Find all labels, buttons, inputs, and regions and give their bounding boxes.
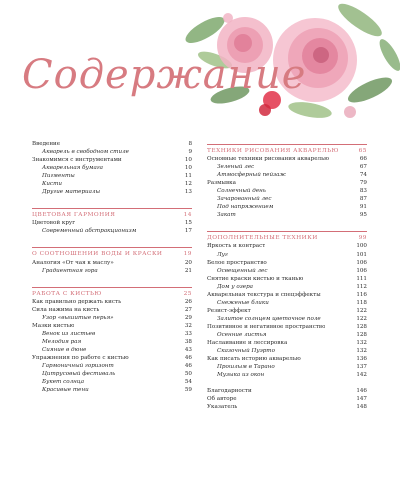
section-divider: [32, 208, 192, 209]
toc-entry-title: Об авторе: [207, 396, 237, 403]
toc-entry-title: Солнечный день: [217, 188, 266, 195]
toc-page-number: 50: [184, 371, 192, 378]
section-divider: [207, 231, 367, 232]
toc-subentry: [207, 163, 367, 171]
toc-subentry: [207, 371, 367, 379]
toc-page-number: 10: [184, 165, 192, 172]
toc-page-number: 32: [184, 322, 192, 329]
toc-entry-title: Музыка из окон: [217, 372, 265, 379]
toc-entry-title: Закат: [217, 212, 236, 219]
toc-page-number: 17: [184, 228, 192, 235]
toc-subentry: [32, 370, 192, 378]
toc-page-number: 101: [356, 251, 367, 258]
toc-entry-title: Акварельная текстура и спецэффекты: [207, 291, 321, 298]
toc-subentry: [207, 187, 367, 195]
toc-entry-title: Осенние листья: [217, 331, 267, 338]
toc-entry-title: Сказочный Пуэрто: [217, 348, 275, 355]
toc-page-number: 21: [184, 267, 192, 274]
toc-page-number: 79: [359, 180, 367, 187]
toc-right-column: [207, 140, 367, 411]
toc-gap: [207, 379, 367, 387]
toc-page-number: 106: [356, 259, 367, 266]
toc-entry-title: Акварельная бумага: [42, 165, 103, 172]
toc-entry-title: Мазки кистью: [32, 322, 75, 329]
toc-entry-title: Прошлым в Тарано: [217, 364, 275, 371]
toc-subentry: [207, 299, 367, 307]
toc-entry-title: ЦВЕТОВАЯ ГАРМОНИЯ: [32, 212, 116, 219]
toc-subentry: [207, 203, 367, 211]
toc-entry: [207, 355, 367, 363]
toc-entry: [207, 275, 367, 283]
toc-page-number: 111: [356, 275, 367, 282]
toc-page-number: 106: [356, 267, 367, 274]
toc-page-number: 46: [184, 363, 192, 370]
toc-page-number: 8: [188, 141, 192, 147]
toc-section-heading: [207, 234, 367, 242]
toc-gap: [32, 235, 192, 243]
toc-entry-title: Указатель: [207, 404, 238, 411]
toc-entry: [32, 322, 192, 330]
section-divider: [32, 247, 192, 248]
toc-subentry: [32, 338, 192, 346]
toc-subentry: [32, 386, 192, 394]
toc-page-number: 10: [184, 157, 192, 164]
toc-entry-title: Как правильно держать кисть: [32, 298, 122, 305]
toc-entry: [207, 387, 367, 395]
toc-page-number: 91: [359, 204, 367, 211]
toc-page-number: 100: [356, 243, 367, 250]
toc-entry-title: Под напряжением: [217, 204, 274, 211]
toc-entry-title: Позитивное и негативное пространство: [207, 323, 326, 330]
toc-entry-title: Цитрусовый фестиваль: [42, 371, 116, 378]
toc-page-number: 99: [358, 235, 367, 242]
toc-page-number: 13: [184, 189, 192, 196]
toc-page-number: 65: [358, 148, 367, 154]
toc-subentry: [32, 314, 192, 322]
toc-page-number: 136: [356, 356, 367, 363]
toc-section-heading: [32, 250, 192, 258]
toc-entry-title: Современный абстракционизм: [42, 228, 137, 235]
section-divider: [207, 144, 367, 145]
toc-entry-title: Освещенный лес: [217, 267, 268, 274]
toc-page-number: 112: [356, 283, 367, 290]
toc-subentry: [32, 164, 192, 172]
toc-entry: [207, 403, 367, 411]
toc-gap: [32, 196, 192, 204]
toc-page-number: 142: [356, 372, 367, 379]
toc-entry-title: Снятие краски кистью и тканью: [207, 275, 304, 282]
toc-page-number: 27: [184, 306, 192, 313]
page-title: Содержание: [22, 52, 307, 98]
toc-page-number: 128: [356, 331, 367, 338]
toc-entry-title: ДОПОЛНИТЕЛЬНЫЕ ТЕХНИКИ: [207, 235, 318, 242]
toc-entry-title: Венок из листьев: [42, 330, 96, 337]
toc-entry-title: О СООТНОШЕНИИ ВОДЫ И КРАСКИ: [32, 251, 163, 258]
toc-entry: [32, 298, 192, 306]
toc-subentry: [32, 330, 192, 338]
toc-subentry: [207, 331, 367, 339]
toc-entry: [32, 219, 192, 227]
toc-page-number: 43: [184, 346, 192, 353]
toc-subentry: [32, 180, 192, 188]
toc-page-number: 147: [356, 396, 367, 403]
toc-entry-title: Зачарованный лес: [217, 196, 272, 203]
toc-entry-title: Пигменты: [42, 173, 75, 180]
toc-entry-title: Резист-эффект: [207, 307, 251, 314]
toc-entry-title: Яркость и контраст: [207, 243, 266, 250]
toc-page-number: 9: [188, 149, 192, 156]
toc-page-number: 83: [359, 188, 367, 195]
toc-subentry: [207, 283, 367, 291]
toc-page-number: 128: [356, 323, 367, 330]
toc-subentry: [207, 211, 367, 219]
toc-subentry: [207, 251, 367, 259]
toc-entry-title: Белое пространство: [207, 259, 267, 266]
toc-entry-title: РАБОТА С КИСТЬЮ: [32, 290, 102, 297]
toc-page-number: 33: [184, 330, 192, 337]
toc-page-number: 116: [356, 291, 367, 298]
toc-entry-title: Основные техники рисования акварелью: [207, 156, 329, 163]
toc-page-number: 15: [184, 220, 192, 227]
toc-subentry: [207, 347, 367, 355]
toc-page-number: 148: [356, 404, 367, 411]
toc-gap: [207, 219, 367, 227]
toc-entry: [207, 242, 367, 250]
toc-subentry: [207, 171, 367, 179]
toc-entry-title: Снеженые блики: [217, 299, 269, 306]
toc-entry-title: Красивые тени: [42, 387, 89, 394]
toc-subentry: [207, 315, 367, 323]
toc-entry-title: ТЕХНИКИ РИСОВАНИЯ АКВАРЕЛЬЮ: [207, 148, 339, 154]
toc-page-number: 54: [184, 379, 192, 386]
toc-section-heading: [32, 211, 192, 219]
toc-entry: [207, 259, 367, 267]
toc-entry-title: Дом у озера: [217, 283, 253, 290]
toc-section-heading: [32, 290, 192, 298]
toc-entry-title: Атмосферный пейзаж: [217, 172, 286, 179]
toc-left-column: [32, 140, 192, 394]
toc-entry-title: Узор «вышитые перья»: [42, 314, 114, 321]
toc-subentry: [207, 195, 367, 203]
toc-page-number: 19: [183, 251, 192, 258]
toc-page-number: 122: [356, 307, 367, 314]
toc-subentry: [32, 378, 192, 386]
toc-subentry: [32, 346, 192, 354]
toc-page-number: 67: [359, 164, 367, 171]
toc-page-number: 146: [356, 388, 367, 395]
toc-entry-title: Цветовой круг: [32, 220, 76, 227]
toc-entry: [32, 259, 192, 267]
toc-subentry: [32, 227, 192, 235]
toc-gap: [32, 275, 192, 283]
toc-page-number: 11: [184, 173, 192, 180]
toc-entry-title: Благодарности: [207, 388, 252, 395]
toc-entry-title: Кисти: [42, 181, 62, 188]
toc-entry-title: Введение: [32, 141, 61, 147]
toc-page-number: 46: [184, 354, 192, 361]
toc-entry: [32, 140, 192, 148]
toc-page-number: 74: [359, 172, 367, 179]
toc-entry: [207, 155, 367, 163]
toc-subentry: [32, 188, 192, 196]
toc-page-number: 122: [356, 315, 367, 322]
toc-entry: [207, 339, 367, 347]
toc-page-number: 118: [356, 299, 367, 306]
toc-page-number: 137: [356, 364, 367, 371]
toc-entry: [207, 395, 367, 403]
toc-page-number: 132: [356, 340, 367, 347]
toc-entry-title: Размывка: [207, 180, 236, 187]
toc-entry-title: Упражнения по работе с кистью: [32, 354, 129, 361]
toc-subentry: [32, 267, 192, 275]
toc-page-number: 20: [184, 259, 192, 266]
toc-page-number: 26: [184, 298, 192, 305]
toc-entry-title: Наслаивание и лессировка: [207, 340, 288, 347]
toc-page-number: 25: [183, 290, 192, 297]
toc-entry-title: Гармоничный горизонт: [42, 363, 114, 370]
toc-section-heading: [207, 147, 367, 155]
toc-subentry: [32, 172, 192, 180]
toc-entry-title: Аналогия «От чая к маслу»: [32, 259, 114, 266]
toc-page-number: 29: [184, 314, 192, 321]
toc-subentry: [207, 267, 367, 275]
toc-entry: [32, 354, 192, 362]
toc-page-number: 87: [359, 196, 367, 203]
toc-entry-title: Сила нажима на кисть: [32, 306, 100, 313]
toc-entry-title: Сияние в дюне: [42, 346, 87, 353]
toc-entry-title: Зеленый лес: [217, 164, 255, 171]
toc-entry-title: Как писать историю акварелью: [207, 356, 301, 363]
toc-page-number: 38: [184, 338, 192, 345]
toc-page-number: 66: [359, 156, 367, 163]
toc-page-number: 14: [183, 212, 192, 219]
toc-entry: [207, 307, 367, 315]
toc-entry-title: Другие материалы: [42, 189, 101, 196]
toc-entry-title: Мелодия рая: [42, 338, 82, 345]
toc-page-number: 12: [184, 181, 192, 188]
toc-entry-title: Акварель в свободном стиле: [42, 149, 129, 156]
toc-page-number: 59: [184, 387, 192, 394]
section-divider: [32, 287, 192, 288]
toc-entry-title: Залитое солнцем цветочное поле: [217, 315, 321, 322]
toc-subentry: [207, 363, 367, 371]
toc-entry-title: Букет солнца: [42, 379, 85, 386]
toc-entry-title: Луг: [217, 251, 228, 258]
toc-page-number: 95: [359, 212, 367, 219]
toc-entry: [207, 179, 367, 187]
toc-subentry: [32, 362, 192, 370]
toc-entry-title: Градиентная гора: [42, 267, 98, 274]
toc-entry-title: Знакомимся с инструментами: [32, 157, 122, 164]
toc-subentry: [32, 148, 192, 156]
toc-entry: [32, 156, 192, 164]
toc-entry: [207, 323, 367, 331]
toc-page-number: 132: [356, 348, 367, 355]
toc-entry: [32, 306, 192, 314]
toc-entry: [207, 291, 367, 299]
